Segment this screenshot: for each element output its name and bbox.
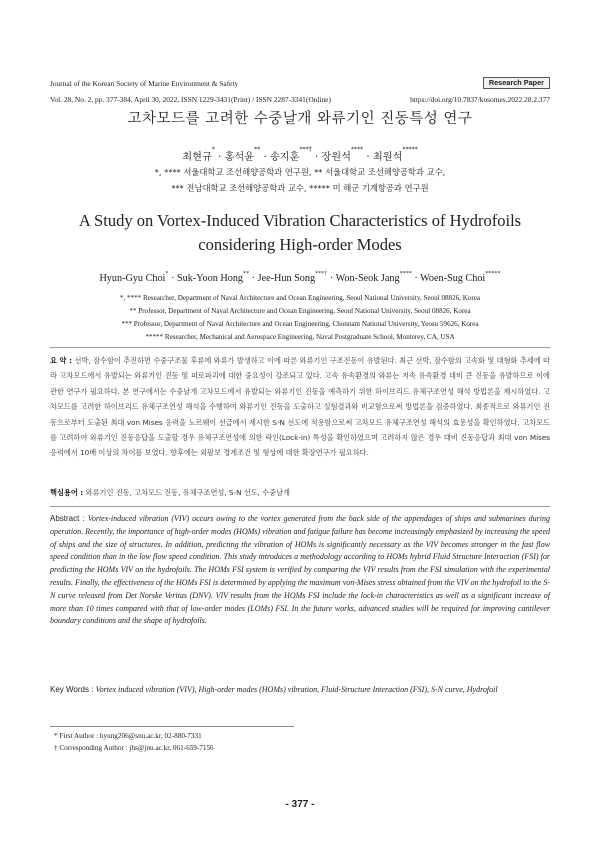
korean-keywords-text: 와류기인 진동, 고차모드 진동, 유체구조연성, S-N 선도, 수중날개: [85, 488, 290, 497]
footnote-mark: *: [54, 732, 58, 740]
footnote-corresponding-author: [54, 744, 214, 752]
english-abstract-label: Abstract :: [50, 514, 88, 523]
footnote-text: Corresponding Author : jhs@jnu.ac.kr, 061-659-7156: [59, 744, 214, 752]
english-author-mark: ***†: [315, 271, 328, 278]
korean-abstract-text: 선박, 잠수함이 추진하면 수중구조물 후류에 와류가 발생하고 이에 따른 와류기인 구조진동이 유발된다. 최근 선박, 잠수함의 고속화 및 대형화 추세에 따라 고차모드에서 유발되는 와류기인 진동 및 피로파괴에 대한 중요성이 강조되고 있다. 고속 유속환경의 와류는 저속 유속환경 대비 큰 진동을 유발하므로 이에 관한 연구가 필요하다. 본 연구에서는 수중날개 고차모드에서 유발되는 와류기인 진동을 예측하기 위한 하이브리드 유체구조연성 해석 방법론을 제시하였다. 고차모드를 고려한 하이브리드 유체구조연성 해석을 수행하여 와류기인 진동을 도출하고 실험결과와 비교함으로써 방법론을 검증하였다. 최종적으로 와류기인 진동으로부터 도출된 최대 von Mises 응력을 노르웨이 선급에서 제시한 S-N 선도에 적용함으로써 고차모드 유체구조연성 해석의 효용성을 확인하였다. 고차모드를 고려하여 와류기인 진동응답을 도출할 경우 유체구조연성에 의한 락인(Lock-in) 특성을 확인하였으며 고려하지 않은 경우 대비 진동응답과 최대 von Mises 응력에서 10배 이상의 차이를 보였다. 향후에는 외팔보 경계조건 및 형상에 대한 확장연구가 필요하다.: [50, 356, 550, 458]
english-author-separator: ·: [168, 273, 177, 284]
english-author-mark: **: [243, 271, 250, 278]
korean-author-mark: *****: [402, 146, 418, 154]
korean-author-mark: *: [211, 146, 215, 154]
korean-title: 고차모드를 고려한 수중날개 와류기인 진동특성 연구: [127, 111, 473, 127]
journal-volume-info: Vol. 28, No. 2, pp. 377-384, April 30, 2022, ISSN 1229-3431(Print) / ISSN 2287-3341(Online): [50, 95, 331, 104]
english-affiliation-line-4: ***** Researcher, Mechanical and Aerospace Engineering, Naval Postgraduate School, Monterey, CA, USA: [145, 333, 455, 341]
footnote-text: First Author : hyung206@snu.ac.kr, 02-880-7331: [59, 732, 202, 740]
korean-author-name: 최현규: [182, 152, 212, 163]
footnote-divider: [50, 726, 294, 727]
korean-affiliation-line-2: *** 전남대학교 조선해양공학과 교수, ***** 미 해군 기계항공과 연구원: [171, 183, 429, 193]
korean-keywords: [50, 488, 550, 498]
korean-author-separator: ·: [311, 152, 322, 163]
korean-author-name: 장원석: [321, 152, 351, 163]
english-author-name: Won-Seok Jang: [335, 273, 400, 284]
english-affiliation-line-3: *** Professor, Department of Naval Architecture and Ocean Engineering, Chonnam National University, Yeosu 59626, Korea: [121, 320, 479, 328]
page-number: - 377 -: [285, 799, 315, 810]
korean-author-separator: ·: [214, 152, 225, 163]
divider-middle: [50, 506, 550, 507]
english-author-mark: *: [165, 271, 169, 278]
journal-name: Journal of the Korean Society of Marine Environment & Safety: [50, 79, 239, 88]
korean-author-separator: ·: [260, 152, 270, 163]
korean-author-name: 최원석: [372, 152, 403, 163]
footnote-mark: †: [54, 744, 58, 752]
english-author-separator: ·: [411, 273, 421, 284]
korean-keywords-label: 핵심용어 :: [50, 488, 86, 497]
english-author-list: [0, 273, 600, 284]
korean-author-mark: ***†: [299, 146, 312, 154]
footnote-first-author: [54, 732, 202, 740]
english-title-line-2: considering High-order Modes: [198, 235, 402, 254]
korean-author-name: 홍석윤: [224, 152, 255, 163]
english-author-separator: ·: [327, 273, 336, 284]
research-paper-badge: Research Paper: [483, 77, 550, 89]
english-author-mark: *****: [485, 271, 501, 278]
english-abstract: [50, 513, 550, 628]
korean-author-mark: ****: [350, 146, 364, 154]
korean-author-separator: ·: [363, 152, 373, 163]
english-abstract-text: Vortex-induced vibration (VIV) occurs owing to the vortex generated from the back side of the appendages of ships and submarines during operation. Recently, the importance of high-order modes (HOMs) vibration and fatigue failure has become increasingly emphasized by increasing the speed of ships and the size of structures. In addition, predicting the vibration of HOMs is significantly necessary as the VIV becomes stronger in the fast flow speed condition than in the low flow speed condition. This study introduces a methodology according to HOMs hybrid Fluid Structure Interaction (FSI) for predicting the HOMs VIV on the hydrofoils. The HOMs FSI system is verified by comparing the VIV results from the FSI simulation with the experimental results. Finally, the effectiveness of the HOMs FSI is determined by applying the maximum von-Mises stress obtained from the VIV on the hydrofoil to the S-N curve released from Det Norske Veritas (DNV). VIV results from the HOMs FSI include the lock-in characteristics as well as a significant increase of more than 10 times compared with that of low-order modes (LOMs) FSI. In the future works, advanced studies will be required for improving cantilever boundary conditions and the shape of hydrofoils.: [50, 514, 550, 626]
english-author-name: Suk-Yoon Hong: [176, 273, 244, 284]
english-author-name: Jee-Hun Song: [257, 273, 316, 284]
english-affiliation-line-2: ** Professor, Department of Naval Architecture and Ocean Engineering, Seoul National University, Seoul 08826, Korea: [129, 307, 471, 315]
english-author-name: Woen-Sug Choi: [420, 273, 486, 284]
english-keywords-text: Vortex induced vibration (VIV), High-order modes (HOMs) vibration, Fluid-Structure Interaction (FSI), S-N curve, Hydrofoil: [95, 685, 498, 694]
korean-author-list: [0, 148, 600, 163]
english-affiliation-line-1: *, **** Researcher, Department of Naval Architecture and Ocean Engineering, Seoul National University, Seoul 08826, Korea: [119, 294, 481, 302]
english-author-separator: ·: [249, 273, 258, 284]
english-title-line-1: A Study on Vortex-Induced Vibration Characteristics of Hydrofoils: [78, 211, 522, 230]
korean-author-mark: **: [254, 146, 261, 154]
korean-affiliation-line-1: *, **** 서울대학교 조선해양공학과 연구원, ** 서울대학교 조선해양공학과 교수,: [154, 167, 446, 177]
english-keywords: [50, 685, 550, 694]
korean-author-name: 송지훈: [269, 152, 300, 163]
korean-abstract-label: 요 약 :: [50, 356, 75, 365]
doi-link[interactable]: https://doi.org/10.7837/kosomes.2022.28.2.377: [410, 95, 550, 104]
divider-top: [50, 347, 550, 348]
english-keywords-label: Key Words :: [50, 685, 96, 694]
english-author-name: Hyun-Gyu Choi: [99, 273, 166, 284]
english-author-mark: ****: [399, 271, 412, 278]
korean-abstract: [50, 353, 550, 461]
